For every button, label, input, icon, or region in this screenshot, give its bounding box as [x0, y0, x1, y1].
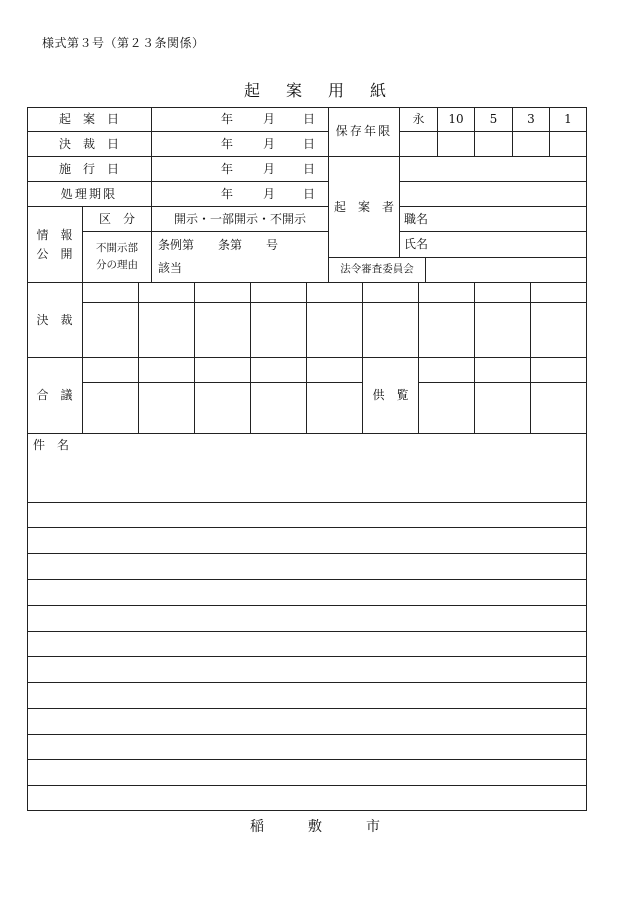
applicable-text: 該当 — [158, 260, 183, 275]
nondisclosure-reason-line2: 分の理由 — [96, 258, 138, 271]
drafter-name-label: 氏名 — [404, 237, 429, 252]
month-marker: 月 — [262, 162, 275, 177]
nondisclosure-reason-line1: 不開示部 — [96, 242, 138, 255]
enforcement-date-label: 施 行 日 — [58, 162, 119, 177]
legal-review-label: 法令審査委員会 — [340, 263, 414, 276]
retention-option-10[interactable]: 10 — [448, 111, 464, 126]
title-char: 用 — [328, 81, 345, 100]
drafter-label: 起 案 者 — [333, 199, 394, 214]
ordinance-article-text: 条例第 条第 号 — [158, 237, 279, 252]
retention-label: 保存年限 — [335, 124, 393, 139]
draft-date-label: 起 案 日 — [58, 112, 119, 127]
position-title-label: 職名 — [404, 211, 429, 226]
year-marker: 年 — [220, 162, 233, 177]
footer-char: 敷 — [308, 819, 322, 835]
info-disclosure-label-line2: 公 開 — [36, 246, 73, 261]
consultation-label: 合 議 — [36, 388, 73, 403]
retention-option-5[interactable]: 5 — [489, 111, 498, 126]
month-marker: 月 — [262, 187, 275, 202]
info-disclosure-label — [27, 207, 82, 282]
municipality-name — [0, 816, 630, 836]
form-number: 様式第３号（第２３条関係） — [42, 36, 205, 50]
draft-form-table — [27, 107, 587, 811]
day-marker: 日 — [302, 137, 315, 152]
title-char: 案 — [285, 81, 302, 100]
nondisclosure-reason-label — [83, 232, 151, 282]
title-char: 起 — [243, 81, 260, 100]
day-marker: 日 — [302, 187, 315, 202]
deadline-label: 処理期限 — [60, 187, 118, 202]
disclosure-category-label: 区 分 — [98, 211, 135, 226]
title-char: 紙 — [370, 81, 387, 100]
day-marker: 日 — [302, 162, 315, 177]
form-title — [0, 78, 630, 101]
retention-option-permanent[interactable]: 永 — [412, 111, 425, 126]
decision-date-label: 決 裁 日 — [58, 137, 119, 152]
subject-label: 件 名 — [33, 437, 70, 452]
disclosure-category-options[interactable]: 開示・一部開示・不開示 — [173, 211, 306, 226]
approval-label: 決 裁 — [36, 312, 73, 327]
day-marker: 日 — [302, 112, 315, 127]
circulation-label: 供 覧 — [372, 388, 409, 403]
retention-option-1[interactable]: 1 — [564, 111, 572, 126]
month-marker: 月 — [262, 137, 275, 152]
month-marker: 月 — [262, 112, 275, 127]
year-marker: 年 — [220, 187, 233, 202]
year-marker: 年 — [220, 137, 233, 152]
footer-char: 市 — [366, 819, 380, 835]
retention-option-3[interactable]: 3 — [527, 111, 535, 126]
info-disclosure-label-line1: 情 報 — [36, 227, 73, 242]
year-marker: 年 — [220, 112, 233, 127]
footer-char: 稲 — [250, 819, 264, 835]
